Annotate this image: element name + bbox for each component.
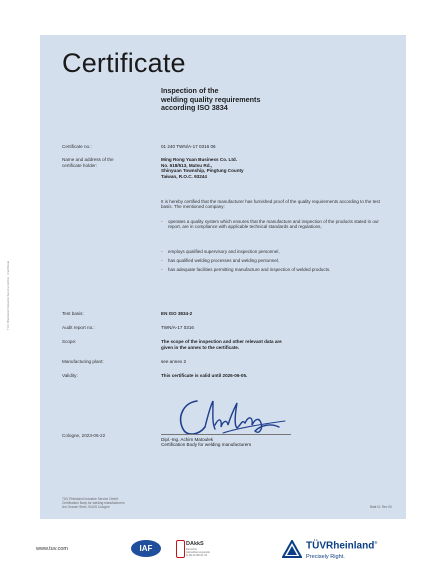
audit-report-label: Audit report no.:	[62, 325, 95, 330]
small-print	[62, 497, 125, 509]
certificate-subject	[161, 87, 260, 113]
holder-label-line: Name and address of the	[62, 157, 114, 162]
holder-line: Taiwan, R.O.C. 93244	[161, 173, 207, 179]
scope-line: given in the annex to the certificate.	[161, 344, 240, 350]
small-print-line: TÜV Rheinland Industrie Service GmbH	[62, 497, 119, 501]
tuv-rheinland-logo	[306, 540, 377, 551]
audit-report-value: TWN/A-17 0316	[161, 325, 194, 330]
dakks-sub-line: Akkreditierungsstelle	[186, 551, 210, 555]
small-print-line: Am Grauen Stein, 51105 Cologne	[62, 505, 110, 509]
requirement-bullet: - employs qualified supervisory and inspection personnel,	[161, 249, 385, 254]
certificate-title: Certificate	[62, 48, 186, 78]
dakks-sub-line: D-ZE-11168-01-00	[186, 554, 208, 558]
requirement-bullet: - operates a quality system which ensures that the manufacture and inspection of the products stated in our report, are in compliance with applicable technical standards and regulations,	[161, 219, 385, 230]
place-date: Cologne, 2023-06-22	[62, 433, 106, 438]
requirement-bullet: - has qualified welding processes and welding personnel,	[161, 258, 385, 263]
test-basis-value: EN ISO 3834-2	[161, 311, 193, 316]
bullet-text: operates a quality system which ensures that the manufacture and inspection of the products stated in our report, are in compliance with applicable technical standards and regulations,	[168, 219, 379, 230]
holder-address	[161, 157, 244, 179]
certificate-no-label: Certificate no.:	[62, 144, 92, 149]
certification-statement: It is hereby certified that the manufacturer has furnished proof of the quality requirements according to the test basis. The mentioned company:	[161, 199, 380, 210]
dakks-subtext	[186, 548, 214, 557]
subject-line: welding quality requirements	[161, 94, 261, 104]
holder-line: No. 618/513, Matsu Rd.,	[161, 162, 213, 168]
manufacturing-plant-label: Manufacturing plant:	[62, 359, 104, 364]
dakks-logo	[176, 538, 212, 560]
test-basis-label: Test basis:	[62, 311, 84, 316]
manufacturing-plant-value: see annex 2	[161, 359, 187, 364]
subject-line: Inspection of the	[161, 86, 219, 95]
holder-line: Shinyuan Township, Pingtung County	[161, 168, 244, 174]
tuv-triangle-icon	[282, 540, 302, 558]
bullet-text: employs qualified supervisory and inspection personnel,	[168, 249, 280, 254]
certificate-sheet	[40, 35, 406, 519]
tuv-trademark: ®	[374, 540, 378, 545]
validity-label: Validity:	[62, 373, 78, 378]
certificate-no-value: 01 240 TWN/A-17 0316 06	[161, 144, 216, 149]
holder-label-line: certificate holder:	[62, 162, 97, 168]
tuv-tagline: Precisely Right.	[306, 554, 345, 560]
website-link[interactable]: www.tuv.com	[36, 546, 68, 552]
holder-line: Ming Rong Yuan Business Co. Ltd.	[161, 157, 237, 162]
iaf-logo-text: IAF	[139, 544, 153, 553]
bullet-text: has qualified welding processes and welding personnel,	[168, 258, 280, 263]
small-print-line: Certification Body for welding manufacturers	[62, 501, 125, 505]
bullet-text: has adequate facilities permitting manufacture and inspection of welded products.	[168, 267, 331, 272]
signatory-name: Dipl.-Ing. Achim Matoulek	[161, 434, 291, 443]
dakks-sub-line: Deutsche	[186, 548, 197, 551]
dakks-mark-icon	[176, 540, 185, 558]
holder-label	[62, 157, 114, 168]
scope-line: The scope of the inspection and other relevant data are	[161, 339, 282, 344]
requirement-bullet: - has adequate facilities permitting manufacture and inspection of welded products.	[161, 267, 385, 272]
form-code: Blatt 01 Rev 00	[370, 505, 392, 509]
validity-value: This certificate is valid until 2026-06-05.	[161, 373, 248, 378]
dakks-name: DAkkS	[186, 541, 204, 547]
signatory-role: Certification Body for welding manufacturers	[161, 442, 252, 447]
tuv-name-text: TÜVRheinland	[306, 540, 375, 552]
scope-value	[161, 339, 282, 350]
side-vertical-text: TÜV Rheinland Industrie Service GmbH · Certificate	[6, 260, 10, 330]
scope-label: Scope:	[62, 339, 77, 344]
subject-line: according ISO 3834	[161, 103, 228, 113]
iaf-logo	[131, 540, 161, 557]
